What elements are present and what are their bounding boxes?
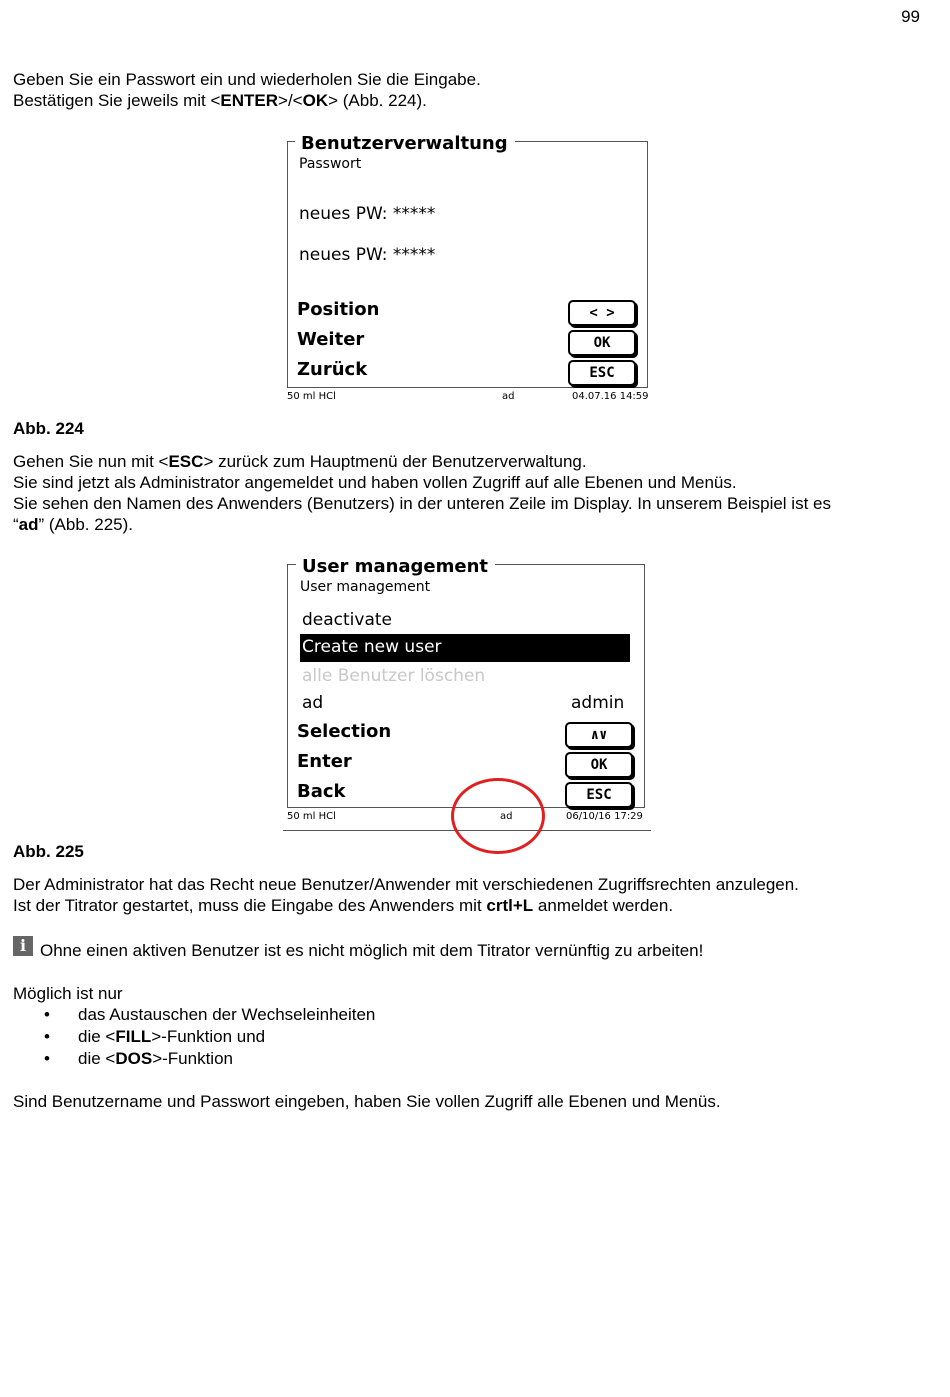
info-note-text: Ohne einen aktiven Benutzer ist es nicht möglich mit dem Titrator vernünftig zu arbeiten! — [40, 941, 704, 960]
p2-line-1 — [13, 452, 587, 471]
possible-intro: Möglich ist nur — [13, 984, 123, 1003]
text: anmeldet werden. — [533, 896, 674, 915]
user-ref: ad — [18, 515, 39, 534]
current-user-name: ad — [302, 693, 324, 713]
esc-button[interactable]: ESC — [568, 360, 636, 386]
screen-title: User management — [296, 557, 495, 577]
p2-line-2: Sie sind jetzt als Administrator angemeldet und haben vollen Zugriff auf alle Ebenen und Menüs. — [13, 473, 737, 492]
status-user: ad — [502, 391, 515, 402]
password-line-2: neues PW: ***** — [299, 245, 436, 265]
dos-key-ref: DOS — [115, 1049, 153, 1068]
softkey-label-position: Position — [297, 299, 380, 320]
text: >/< — [278, 91, 303, 110]
menu-item-create-new-user[interactable]: Create new user — [300, 634, 630, 662]
ok-button[interactable]: OK — [568, 330, 636, 356]
status-method: 50 ml HCl — [287, 811, 336, 822]
intro-line-1: Geben Sie ein Passwort ein und wiederholen Sie die Eingabe. — [13, 70, 481, 89]
password-line-1: neues PW: ***** — [299, 204, 436, 224]
fill-key-ref: FILL — [115, 1027, 152, 1046]
p3-line-1: Der Administrator hat das Recht neue Benutzer/Anwender mit verschiedenen Zugriffsrechten anzulegen. — [13, 875, 799, 894]
text: ” (Abb. 225). — [38, 515, 134, 534]
status-datetime: 04.07.16 14:59 — [572, 391, 649, 402]
closing-paragraph: Sind Benutzername und Passwort eingeben, haben Sie vollen Zugriff alle Ebenen und Menüs. — [13, 1092, 721, 1111]
p2-line-3: Sie sehen den Namen des Anwenders (Benutzers) in der unteren Zeile im Display. In unserem Beispiel ist es — [13, 494, 831, 513]
p3-line-2 — [13, 896, 673, 915]
selection-arrows-button[interactable]: ∧∨ — [565, 722, 633, 748]
p2-line-4 — [13, 515, 133, 534]
text: >-Funktion und — [151, 1027, 266, 1046]
status-datetime: 06/10/16 17:29 — [566, 811, 643, 822]
text: > (Abb. 224). — [328, 91, 427, 110]
intro-line-2 — [13, 91, 427, 110]
figure-224-screen — [283, 134, 653, 406]
ok-key-ref: OK — [302, 91, 329, 110]
position-arrows-button[interactable]: < > — [568, 300, 636, 326]
text: > zurück zum Hauptmenü der Benutzerverwaltung. — [203, 452, 587, 471]
list-item: • das Austauschen der Wechseleinheiten — [40, 1004, 375, 1026]
figure-224-caption: Abb. 224 — [13, 419, 84, 438]
menu-item-delete-all-users[interactable]: alle Benutzer löschen — [302, 666, 486, 686]
list-item — [40, 1026, 375, 1048]
softkey-label-weiter: Weiter — [297, 329, 365, 350]
ok-button[interactable]: OK — [565, 752, 633, 778]
softkey-label-back: Back — [297, 781, 346, 802]
figure-225-caption: Abb. 225 — [13, 842, 84, 861]
menu-item-deactivate[interactable]: deactivate — [302, 610, 393, 630]
enter-key-ref: ENTER — [220, 91, 279, 110]
info-icon: i — [13, 936, 33, 956]
softkey-label-enter: Enter — [297, 751, 352, 772]
paragraph-3 — [13, 874, 799, 916]
list-item — [40, 1048, 375, 1070]
softkey-label-zurueck: Zurück — [297, 359, 368, 380]
paragraph-2 — [13, 451, 831, 535]
text: >-Funktion — [152, 1049, 233, 1068]
status-method: 50 ml HCl — [287, 391, 336, 402]
text: Gehen Sie nun mit < — [13, 452, 169, 471]
highlight-circle — [451, 778, 545, 854]
screen-subtitle: User management — [300, 579, 431, 595]
text: die < — [78, 1027, 116, 1046]
page-number: 99 — [901, 7, 920, 26]
screen-subtitle: Passwort — [299, 156, 362, 172]
esc-key-ref: ESC — [168, 452, 204, 471]
softkey-label-selection: Selection — [297, 721, 392, 742]
intro-paragraph — [13, 69, 481, 111]
text: Ist der Titrator gestartet, muss die Eingabe des Anwenders mit — [13, 896, 487, 915]
shortcut-ref: crtl+L — [486, 896, 534, 915]
screen-title: Benutzerverwaltung — [295, 134, 515, 154]
text: die < — [78, 1049, 116, 1068]
esc-button[interactable]: ESC — [565, 782, 633, 808]
status-user: ad — [500, 811, 513, 822]
possible-list — [40, 1004, 375, 1070]
current-user-role: admin — [571, 693, 625, 713]
text: “ — [13, 515, 19, 534]
text: Bestätigen Sie jeweils mit < — [13, 91, 221, 110]
